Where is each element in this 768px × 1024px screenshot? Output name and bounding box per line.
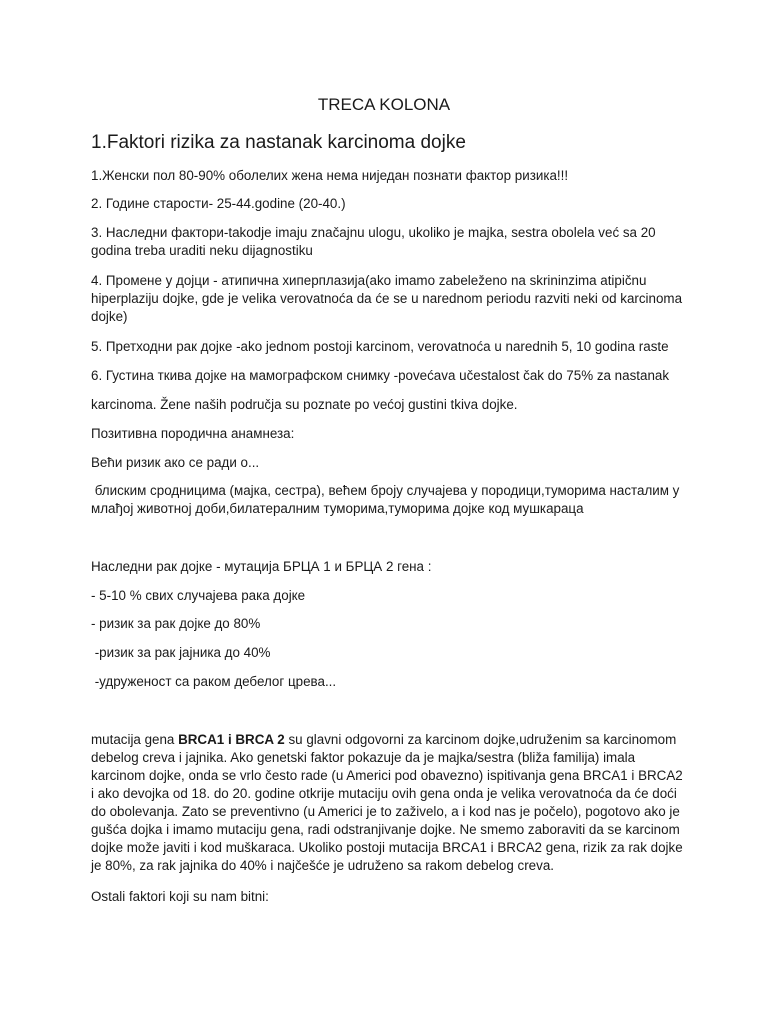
closing-line: Ostali faktori koji su nam bitni: [91, 889, 269, 904]
brca-mutation-paragraph [91, 731, 686, 875]
risk-factor-1: 1.Женски пол 80-90% оболелих жена нема ниједан познати фактор ризика!!! [91, 168, 569, 183]
hereditary-bullet-1: - 5-10 % свих случајева рака дојке [91, 588, 306, 603]
document-title: TRECA KOLONA [317, 95, 451, 114]
risk-factor-5: 5. Претходни рак дојке -ako jednom postoji karcinom, verovatnoća u narednih 5, 10 godina raste [91, 339, 669, 354]
family-history-heading: Позитивна породична анамнеза: [91, 426, 295, 441]
hereditary-bullet-2: - ризик за рак дојке до 80% [91, 616, 261, 631]
risk-factor-2: 2. Године старости- 25-44.godine (20-40.) [91, 196, 346, 211]
hereditary-bullet-4: -удруженост са раком дебелог црева... [91, 674, 337, 689]
breast-density-note: karcinoma. Žene naših područja su poznate po većoj gustini tkiva dojke. [91, 397, 518, 412]
family-history-details: блиским сродницима (мајка, сестра), већем броју случајева у породици,туморима насталим у млађој животној доби,билатералним туморима,туморима дојке код мушкараца [91, 483, 684, 516]
hereditary-cancer-heading: Наследни рак дојке - мутација БРЦА 1 и БРЦА 2 гена : [91, 559, 432, 574]
hereditary-bullet-3: -ризик за рак јајника до 40% [91, 645, 271, 660]
risk-factor-4: 4. Промене у дојци - атипична хиперплазија(ako imamo zabeleženo na skrininzima atipičnu hiperplaziju dojke, gde je velika verovatnoća da će se u narednom periodu razviti neki od karcinoma dojke) [91, 273, 683, 324]
family-history-intro: Већи ризик ако се ради о... [91, 455, 260, 470]
risk-factor-3: 3. Наследни фактори-takodje imaju značajnu ulogu, ukoliko je majka, sestra obolela već sa 20 godina treba uraditi neku dijagnostiku [91, 225, 656, 258]
brca-text: su glavni odgovorni za karcinom dojke,udruženim sa karcinomom debelog creva i jajnika. Ako genetski faktor pokazuje da je majka/sestra (bliža familija) imala karcinom dojke, onda se vrlo često rade (u Americi pod obavezno) ispitivanja gena BRCA1 i BRCA2 i ako devojka od 18. do 20. godine otkrije mutaciju ovih gena onda je velika verovatnoća da će doći do obolevanja. Zato se preventivno (u Americi je to zaživelo, a i kod nas je počelo), pogotovo ako je gušća dojka i imamo mutaciju gena, radi odstranjivanje dojke. Ne smemo zaboraviti da se karcinom dojke može javiti i kod muškaraca. Ukoliko postoji mutacija BRCA1 i BRCA2 gena, rizik za rak dojke je 80%, za rak jajnika do 40% i najčešće je udruženo sa rakom debelog creva. [91, 732, 683, 873]
brca-prefix: mutacija gena [91, 732, 179, 747]
risk-factor-6: 6. Густина ткива дојке на мамографском снимку -povećava učestalost čak do 75% za nastanak [91, 368, 670, 383]
brca-bold-term: BRCA1 i BRCA 2 [178, 732, 285, 747]
section-heading: 1.Faktori rizika za nastanak karcinoma dojke [91, 132, 466, 153]
